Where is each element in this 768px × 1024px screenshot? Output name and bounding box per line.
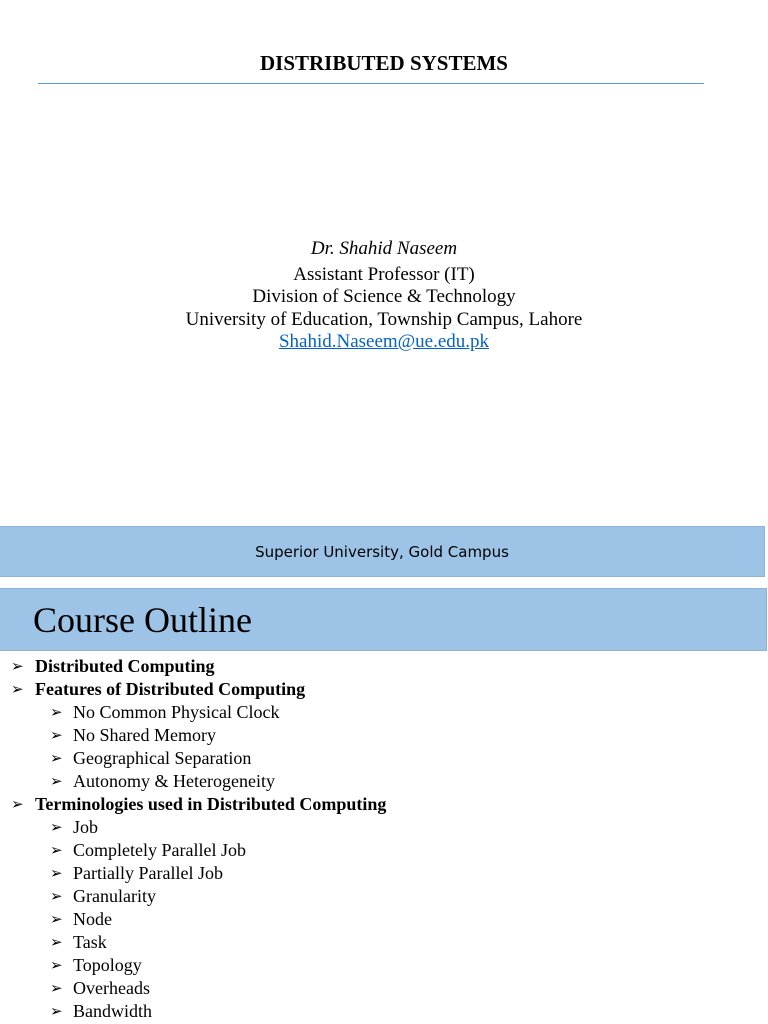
outline-item-text: No Shared Memory xyxy=(73,725,216,745)
arrow-bullet-icon: ➢ xyxy=(50,726,63,744)
outline-subitem xyxy=(0,908,386,931)
arrow-bullet-icon: ➢ xyxy=(50,979,63,997)
outline-item-text: Partially Parallel Job xyxy=(73,863,223,883)
author-designation: Assistant Professor (IT) xyxy=(293,263,475,285)
arrow-bullet-icon: ➢ xyxy=(50,864,63,882)
arrow-bullet-icon: ➢ xyxy=(50,749,63,767)
outline-item xyxy=(0,655,386,678)
outline-item-text: Topology xyxy=(73,955,142,975)
arrow-bullet-icon: ➢ xyxy=(50,1002,63,1020)
outline-item-text: Node xyxy=(73,909,112,929)
author-university: University of Education, Township Campus, Lahore xyxy=(185,308,583,330)
slide-title: DISTRIBUTED SYSTEMS xyxy=(259,51,508,75)
outline-item-text: Terminologies used in Distributed Computing xyxy=(35,794,387,814)
outline-item-text: Autonomy & Heterogeneity xyxy=(73,771,275,791)
outline-subitem xyxy=(0,770,386,793)
outline-item xyxy=(0,793,386,816)
outline-item-text: Task xyxy=(73,932,107,952)
outline-item-text: No Common Physical Clock xyxy=(73,702,280,722)
outline-subitem xyxy=(0,839,386,862)
outline-item-text: Bandwidth xyxy=(73,1001,152,1021)
author-email-link[interactable]: Shahid.Naseem@ue.edu.pk xyxy=(278,331,490,352)
outline-subitem xyxy=(0,1000,386,1023)
title-divider xyxy=(38,83,704,84)
slide-footer xyxy=(0,526,765,577)
arrow-bullet-icon: ➢ xyxy=(50,910,63,928)
outline-subitem xyxy=(0,885,386,908)
arrow-bullet-icon: ➢ xyxy=(11,795,24,813)
outline-subitem xyxy=(0,816,386,839)
outline-subitem xyxy=(0,701,386,724)
author-block xyxy=(0,238,768,354)
outline-item-text: Granularity xyxy=(73,886,156,906)
outline-item-text: Distributed Computing xyxy=(35,656,215,676)
outline-subitem xyxy=(0,747,386,770)
arrow-bullet-icon: ➢ xyxy=(11,657,24,675)
arrow-bullet-icon: ➢ xyxy=(50,841,63,859)
outline-subitem xyxy=(0,931,386,954)
author-division: Division of Science & Technology xyxy=(252,286,516,307)
outline-subitem xyxy=(0,977,386,1000)
course-outline-list xyxy=(0,655,386,1023)
arrow-bullet-icon: ➢ xyxy=(50,772,63,790)
footer-text: Superior University, Gold Campus xyxy=(255,542,509,561)
outline-item-text: Overheads xyxy=(73,978,150,998)
arrow-bullet-icon: ➢ xyxy=(50,933,63,951)
arrow-bullet-icon: ➢ xyxy=(50,887,63,905)
outline-subitem xyxy=(0,954,386,977)
arrow-bullet-icon: ➢ xyxy=(50,956,63,974)
outline-title: Course Outline xyxy=(33,600,252,640)
arrow-bullet-icon: ➢ xyxy=(50,818,63,836)
outline-subitem xyxy=(0,862,386,885)
outline-item-text: Completely Parallel Job xyxy=(73,840,246,860)
arrow-bullet-icon: ➢ xyxy=(11,680,24,698)
outline-item-text: Job xyxy=(73,817,99,837)
outline-item-text: Features of Distributed Computing xyxy=(35,679,306,699)
outline-header xyxy=(0,588,767,651)
outline-item-text: Geographical Separation xyxy=(73,748,252,768)
arrow-bullet-icon: ➢ xyxy=(50,703,63,721)
author-name: Dr. Shahid Naseem xyxy=(310,238,458,259)
outline-subitem xyxy=(0,724,386,747)
outline-item xyxy=(0,678,386,701)
